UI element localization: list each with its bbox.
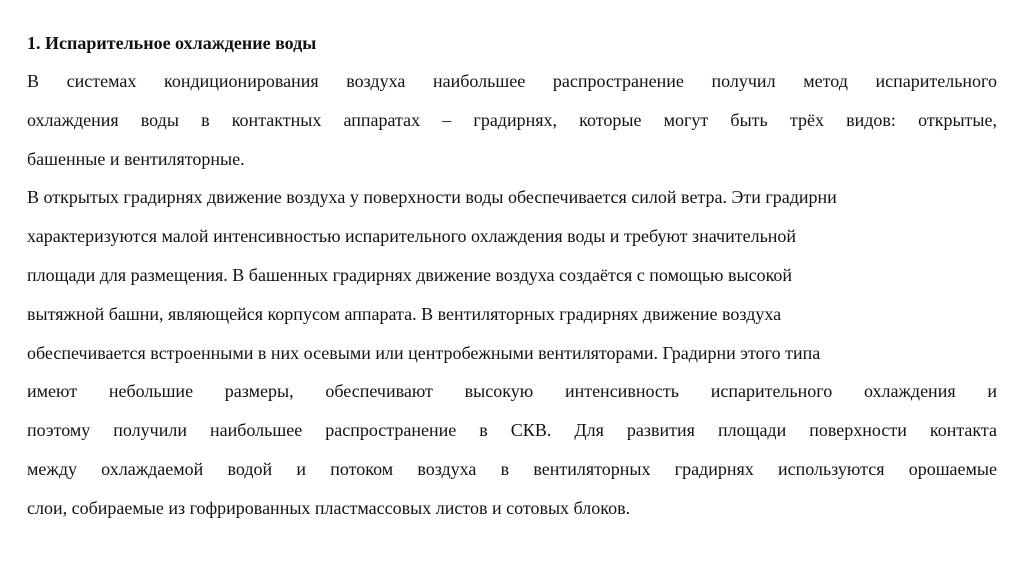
text-line: охлаждения воды в контактных аппаратах – градирнях, которые могут быть трёх видов: открытые, (27, 109, 997, 130)
text-line: площади для размещения. В башенных градирнях движение воздуха создаётся с помощью высокой (27, 264, 793, 285)
text-block (27, 28, 997, 528)
text-line: между охлаждаемой водой и потоком воздуха в вентиляторных градирнях используются орошаемые (27, 458, 997, 479)
text-line: характеризуются малой интенсивностью испарительного охлаждения воды и требуют значительной (27, 226, 797, 247)
text-line: В открытых градирнях движение воздуха у поверхности воды обеспечивается силой ветра. Эти градирни (27, 187, 837, 208)
text-line: вытяжной башни, являющейся корпусом аппарата. В вентиляторных градирнях движение воздуха (27, 303, 782, 324)
text-line: поэтому получили наибольшее распространение в СКВ. Для развития площади поверхности контакта (27, 420, 997, 441)
section-heading: 1. Испарительное охлаждение воды (27, 33, 317, 53)
text-line: башенные и вентиляторные. (27, 148, 245, 169)
text-line: имеют небольшие размеры, обеспечивают высокую интенсивность испарительного охлаждения и (27, 381, 997, 402)
text-line: слои, собираемые из гофрированных пластмассовых листов и сотовых блоков. (27, 497, 631, 518)
text-line: обеспечивается встроенными в них осевыми или центробежными вентиляторами. Градирни этого типа (27, 342, 821, 363)
text-line: В системах кондиционирования воздуха наибольшее распространение получил метод испарительного (27, 71, 997, 91)
paragraph-1 (27, 62, 997, 178)
paragraph-2 (27, 178, 997, 527)
